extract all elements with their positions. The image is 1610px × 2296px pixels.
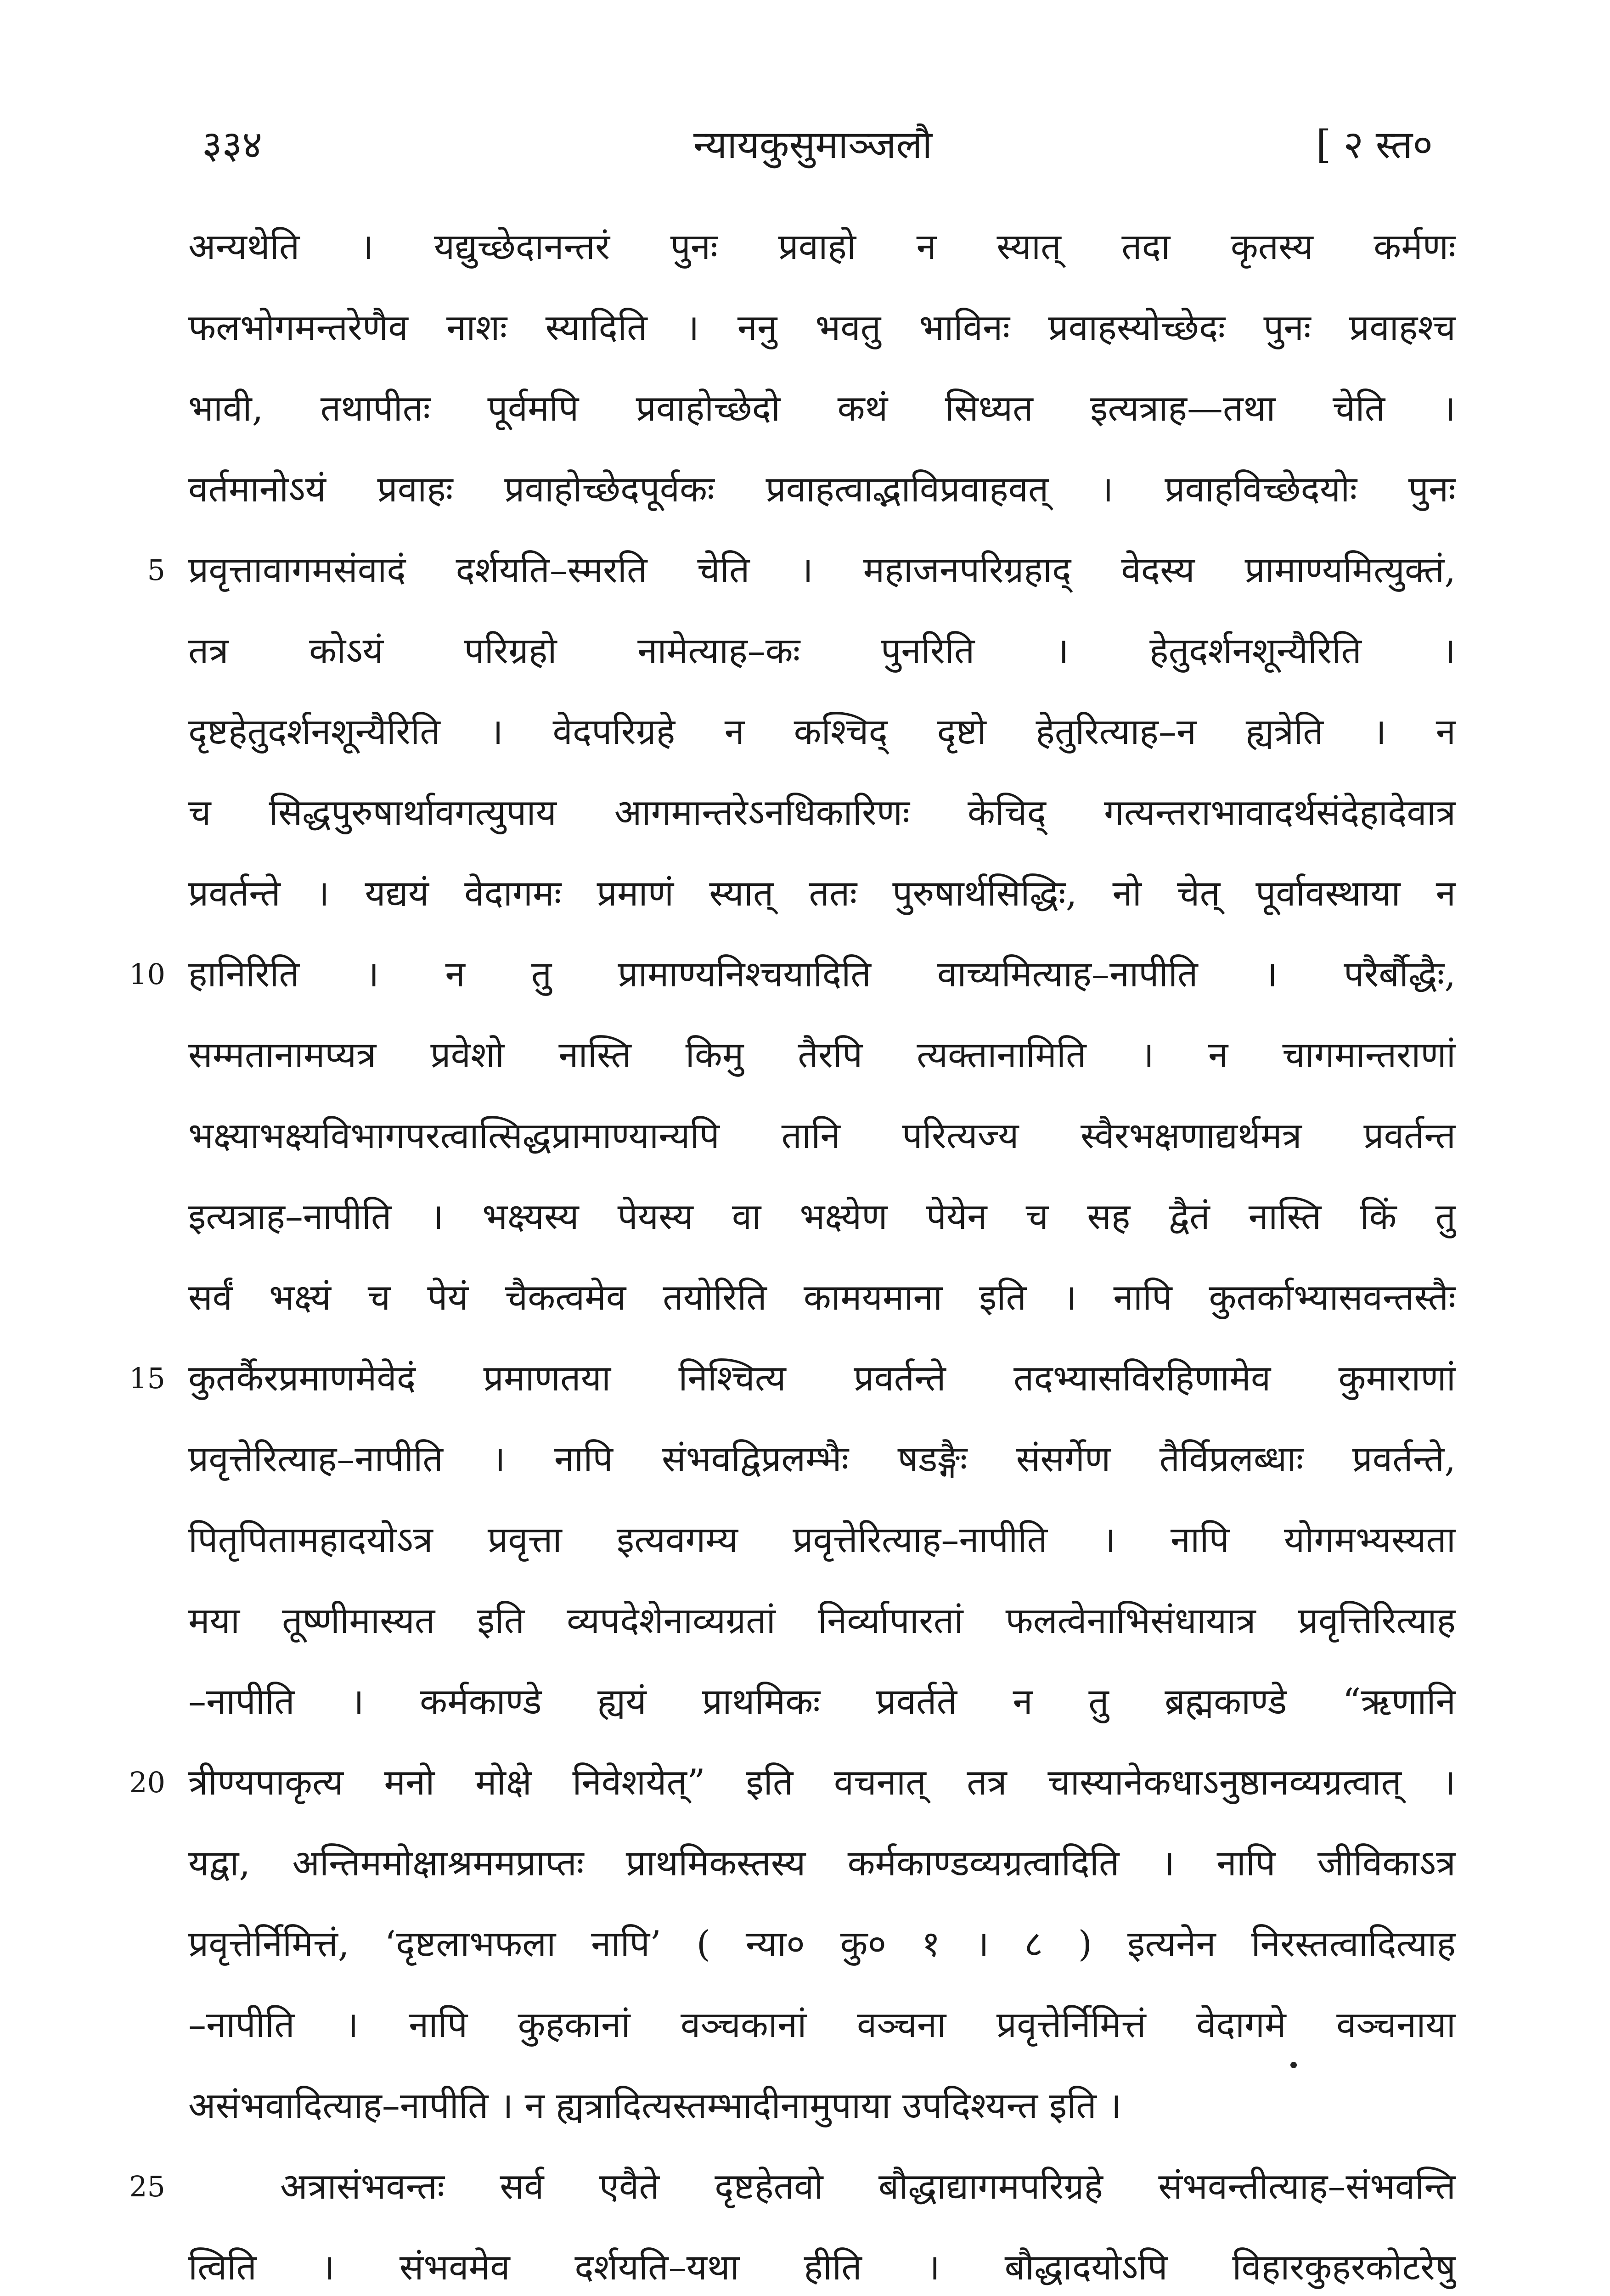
line-text: तत्र कोऽयं परिग्रहो नामेत्याह–कः पुनरिति । हेतुदर्शनशून्यैरिति ।: [188, 630, 1456, 672]
line-text: –नापीति । कर्मकाण्डे ह्ययं प्राथमिकः प्रवर्तते न तु ब्रह्मकाण्डे “ऋणानि: [188, 1681, 1456, 1722]
running-title: न्यायकुसुमाञ्जलौ: [693, 122, 933, 167]
text-line: [188, 287, 1456, 368]
text-line: [188, 1985, 1456, 2065]
line-text: भावी, तथापीतः पूर्वमपि प्रवाहोच्छेदो कथं सिध्यत इत्यत्राह—तथा चेति ।: [188, 388, 1456, 429]
line-text: इत्यत्राह–नापीति । भक्ष्यस्य पेयस्य वा भक्ष्येण पेयेन च सह द्वैतं नास्ति किं तु: [188, 1196, 1456, 1238]
text-line: [188, 853, 1456, 934]
line-text: असंभवादित्याह–नापीति । न ह्यत्रादित्यस्तम्भादीनामुपाया उपदिश्यन्त इति ।: [188, 2085, 1122, 2127]
section-mark: [ २ स्त०: [1316, 122, 1433, 167]
text-line: [188, 207, 1456, 287]
line-number: 25: [129, 2170, 165, 2203]
ink-dot: [1290, 2062, 1297, 2068]
text-line: [188, 1176, 1456, 1257]
text-line: [188, 692, 1456, 772]
text-line: [188, 1661, 1456, 1742]
line-text: –नापीति । नापि कुहकानां वञ्चकानां वञ्चना प्रवृत्तेर्निमित्तं वेदागमे वञ्चनाया: [188, 2004, 1456, 2046]
text-line: [129, 934, 1456, 1015]
line-text: प्रवृत्तेरित्याह–नापीति । नापि संभवद्विप्रलम्भैः षडङ्गैः संसर्गेण तैर्विप्रलब्धाः प्रवर्तन्ते,: [188, 1439, 1456, 1480]
line-number: 10: [129, 957, 165, 991]
line-text: अत्रासंभवन्तः सर्व एवैते दृष्टहेतवो बौद्धाद्यागमपरिग्रहे संभवन्तीत्याह–संभवन्ति: [280, 2166, 1456, 2207]
line-text: फलभोगमन्तरेणैव नाशः स्यादिति । ननु भवतु भाविनः प्रवाहस्योच्छेदः पुनः प्रवाहश्च: [188, 307, 1456, 349]
line-text: दृष्टहेतुदर्शनशून्यैरिति । वेदपरिग्रहे न कश्चिद् दृष्टो हेतुरित्याह–न ह्यत्रेति । न: [188, 711, 1456, 753]
line-text: त्रीण्यपाकृत्य मनो मोक्षे निवेशयेत्” इति वचनात् तत्र चास्यानेकधाऽनुष्ठानव्यग्रत्वात् ।: [188, 1762, 1456, 1803]
text-line: [188, 1500, 1456, 1581]
line-text: च सिद्धपुरुषार्थावगत्युपाय आगमान्तरेऽनधिकारिणः केचिद् गत्यन्तराभावादर्थसंदेहादेवात्र: [188, 792, 1456, 833]
text-line: [129, 2146, 1456, 2227]
text-line: [188, 1904, 1456, 1985]
text-line: [147, 530, 1456, 611]
line-text: हानिरिति । न तु प्रामाण्यनिश्चयादिति वाच्यमित्याह–नापीति । परैर्बौद्धैः,: [188, 954, 1456, 995]
line-text: कुतर्कैरप्रमाणमेवेदं प्रमाणतया निश्चित्य प्रवर्तन्ते तदभ्यासविरहिणामेव कुमाराणां: [188, 1358, 1456, 1399]
line-text: यद्वा, अन्तिममोक्षाश्रममप्राप्तः प्राथमिकस्तस्य कर्मकाण्डव्यग्रत्वादिति । नापि जीविकाऽत्र: [188, 1843, 1456, 1884]
page-header: [175, 115, 1451, 174]
text-line: [188, 1096, 1456, 1176]
text-line: [129, 1742, 1456, 1823]
text-line: [129, 1338, 1456, 1419]
text-line: [188, 1823, 1456, 1904]
page-number: ३३४: [202, 122, 263, 167]
line-text: प्रवृत्तेर्निमित्तं, ‘दृष्टलाभफला नापि’ ( न्या० कु० १ । ८ ) इत्यनेन निरस्तत्वादित्याह: [188, 1924, 1456, 1965]
line-text: सम्मतानामप्यत्र प्रवेशो नास्ति किमु तैरपि त्यक्तानामिति । न चागमान्तराणां: [188, 1035, 1456, 1076]
line-text: प्रवृत्तावागमसंवादं दर्शयति–स्मरति चेति । महाजनपरिग्रहाद् वेदस्य प्रामाण्यमित्युक्तं,: [188, 550, 1456, 591]
line-text: भक्ष्याभक्ष्यविभागपरत्वात्सिद्धप्रामाण्यान्यपि तानि परित्यज्य स्वैरभक्षणाद्यर्थमत्र प्रवर्तन्त: [188, 1115, 1456, 1157]
text-line: [188, 1015, 1456, 1096]
text-line: [188, 368, 1456, 449]
text-line: [188, 2227, 1456, 2296]
text-line: [188, 2065, 1456, 2146]
line-number: 5: [147, 553, 165, 587]
line-text: अन्यथेति । यद्युच्छेदानन्तरं पुनः प्रवाहो न स्यात् तदा कृतस्य कर्मणः: [188, 226, 1456, 268]
line-text: मया तूष्णीमास्यत इति व्यपदेशेनाव्यग्रतां निर्व्यापारतां फलत्वेनाभिसंधायात्र प्रवृत्तिरित्याह: [188, 1600, 1456, 1642]
text-line: [188, 772, 1456, 853]
line-text: त्विति । संभवमेव दर्शयति–यथा हीति । बौद्धादयोऽपि विहारकुहरकोटरेषु: [188, 2247, 1456, 2288]
text-line: [188, 611, 1456, 692]
text-line: [188, 449, 1456, 530]
line-number: 15: [129, 1362, 165, 1395]
line-number: 20: [129, 1766, 165, 1799]
line-text: सर्वं भक्ष्यं च पेयं चैकत्वमेव तयोरिति कामयमाना इति । नापि कुतर्काभ्यासवन्तस्तैः: [188, 1277, 1456, 1318]
line-text: प्रवर्तन्ते । यद्ययं वेदागमः प्रमाणं स्यात् ततः पुरुषार्थसिद्धिः, नो चेत् पूर्वावस्थाया न: [188, 873, 1456, 914]
text-line: [188, 1419, 1456, 1500]
text-line: [188, 1257, 1456, 1338]
commentary-text: [129, 207, 1456, 2296]
line-text: वर्तमानोऽयं प्रवाहः प्रवाहोच्छेदपूर्वकः प्रवाहत्वाद्भाविप्रवाहवत् । प्रवाहविच्छेदयोः पुनः: [188, 469, 1456, 510]
line-text: पितृपितामहादयोऽत्र प्रवृत्ता इत्यवगम्य प्रवृत्तेरित्याह–नापीति । नापि योगमभ्यस्यता: [188, 1519, 1456, 1561]
text-line: [188, 1581, 1456, 1661]
